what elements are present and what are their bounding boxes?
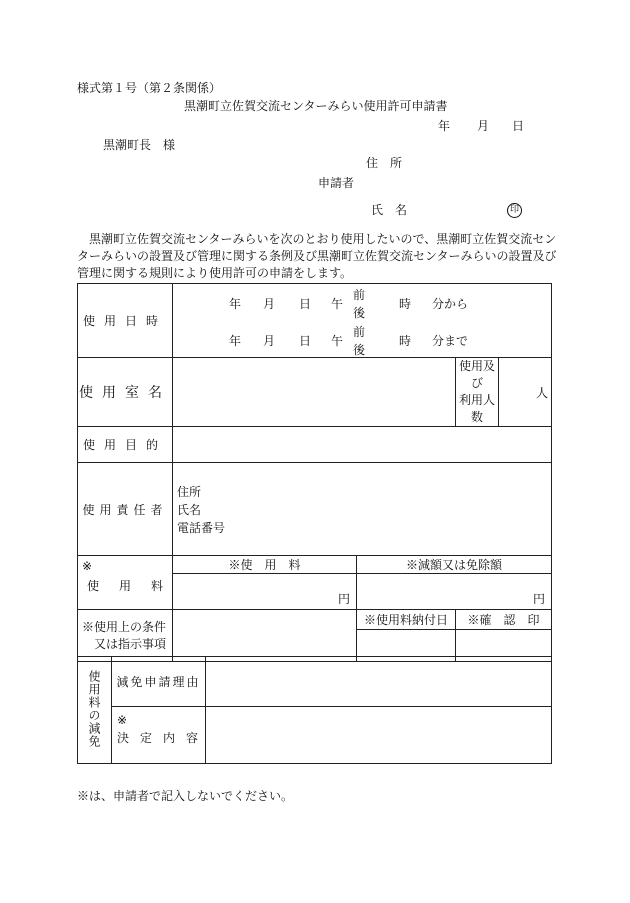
date-year: 年 (438, 119, 451, 133)
conditions-label: ※使用上の条件 又は指示事項 (78, 610, 173, 662)
discount-field[interactable]: 円 (357, 574, 552, 610)
applicant-address-label: 住 所 (366, 156, 403, 170)
purpose-field[interactable] (173, 427, 552, 463)
confirm-seal-header: ※確 認 印 (456, 610, 552, 630)
exemption-reason-label: 減免申請理由 (112, 657, 206, 707)
resp-address-label: 住所 (177, 485, 202, 499)
am-option: 前 (353, 325, 366, 339)
resp-phone-label: 電話番号 (177, 521, 226, 535)
form-title: 黒潮町立佐賀交流センターみらい使用許可申請書 (184, 99, 448, 113)
application-table (77, 283, 552, 662)
intro-line-3: 管理に関する規則により使用許可の申請をします。 (77, 266, 353, 280)
conditions-field[interactable] (173, 610, 357, 662)
seal-icon: 印 (507, 203, 522, 218)
room-name-field[interactable] (173, 358, 456, 427)
pm-option: 後 (353, 306, 366, 320)
room-name-label: 使用室名 (78, 358, 173, 427)
applicant-label: 申請者 (318, 176, 355, 190)
usage-datetime-label: 使用日時 (78, 284, 173, 358)
responsible-field[interactable] (173, 463, 552, 556)
exemption-side-label: 使用料の減免 (78, 657, 112, 764)
usage-datetime-field[interactable]: 年 月 日 午 前 後 時 分から 年 月 日 午 前 後 時 分まで (173, 284, 552, 358)
exemption-reason-field[interactable] (206, 657, 552, 707)
am-option: 前 (353, 288, 366, 302)
decision-label: ※ 決定内容 (112, 707, 206, 764)
footnote: ※は、申請者で記入しないでください。 (77, 789, 294, 803)
intro-line-2: ターみらいの設置及び管理に関する条例及び黒潮町立佐賀交流センターみらいの設置及び (77, 249, 557, 263)
exemption-table (77, 656, 552, 764)
fee-label: ※ 使用料 (78, 556, 173, 610)
fee-field[interactable]: 円 (173, 574, 357, 610)
date-day: 日 (512, 119, 525, 133)
applicant-name-label: 氏 名 (371, 203, 408, 217)
resp-name-label: 氏名 (177, 503, 202, 517)
decision-field[interactable] (206, 707, 552, 764)
responsible-label: 使用責任者 (78, 463, 173, 556)
intro-line-1: 黒潮町立佐賀交流センターみらいを次のとおり使用したいので、黒潮町立佐賀交流セン (77, 232, 557, 246)
people-count-field[interactable]: 人 (499, 358, 552, 427)
people-count-label: 使用及び 利用人数 (456, 358, 499, 427)
date-month: 月 (477, 119, 490, 133)
pm-option: 後 (353, 343, 366, 357)
payment-date-header: ※使用料納付日 (357, 610, 456, 630)
discount-col-header: ※減額又は免除額 (357, 556, 552, 574)
purpose-label: 使用目的 (78, 427, 173, 463)
addressee: 黒潮町長 様 (103, 138, 176, 152)
form-number: 様式第１号（第２条関係） (77, 81, 222, 95)
fee-col-header: ※使 用 料 (173, 556, 357, 574)
